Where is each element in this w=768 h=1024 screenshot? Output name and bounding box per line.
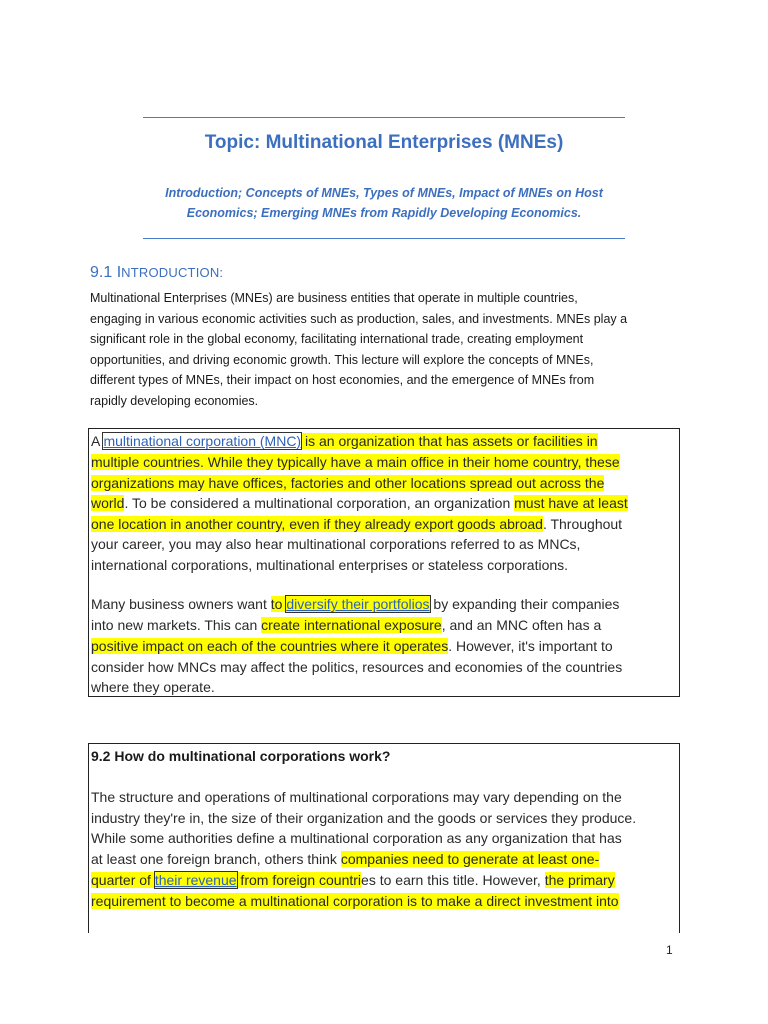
section-heading-9-1 bbox=[90, 264, 223, 282]
box-line bbox=[91, 636, 613, 657]
document-title: Topic: Multinational Enterprises (MNEs) bbox=[204, 132, 564, 153]
highlighted-text: one location in another country, even if they already export goods abroad bbox=[91, 515, 543, 532]
text-run: industry they're in, the size of their organization and the goods or services they produce. bbox=[91, 809, 637, 826]
paragraph-line: rapidly developing economies. bbox=[90, 393, 259, 408]
section-number: 9.1 bbox=[90, 264, 113, 281]
box-line bbox=[91, 828, 622, 849]
text-run: by expanding their companies bbox=[429, 596, 620, 612]
box-line bbox=[91, 594, 619, 615]
highlighted-text: world bbox=[91, 495, 125, 511]
text-run: es to earn this title. However, bbox=[361, 872, 545, 888]
box-line bbox=[91, 534, 580, 555]
box-line bbox=[91, 808, 636, 829]
highlighted-text: create international exposure bbox=[261, 617, 442, 633]
highlighted-text: quarter of bbox=[91, 872, 155, 888]
paragraph-line: opportunities, and driving economic growth. This lecture will explore the concepts of MNEs, bbox=[90, 352, 594, 367]
paragraph-line: significant role in the global economy, facilitating international trade, creating employment bbox=[90, 332, 584, 346]
intro-paragraph bbox=[90, 288, 680, 411]
text-run: While some authorities define a multinational corporation as any organization that has bbox=[91, 830, 622, 846]
highlighted-text: organizations may have offices, factories and other locations spread out across the bbox=[91, 474, 605, 491]
box-line bbox=[91, 514, 622, 535]
bottom-rule bbox=[143, 238, 625, 239]
text-run: The structure and operations of multinational corporations may vary depending on the bbox=[91, 789, 622, 805]
highlighted-text: companies need to generate at least one- bbox=[340, 850, 600, 867]
highlighted-text: positive impact on each of the countries where it operates bbox=[91, 638, 449, 654]
paragraph-line: different types of MNEs, their impact on host economies, and the emergence of MNEs from bbox=[90, 373, 595, 387]
section-heading-rest: NTRODUCTION: bbox=[121, 265, 224, 280]
section-heading-9-2: 9.2 How do multinational corporations work? bbox=[91, 748, 391, 764]
text-run: Many business owners want bbox=[91, 596, 271, 612]
subtitle-line: Introduction; Concepts of MNEs, Types of MNEs, Impact of MNEs on Host bbox=[165, 186, 603, 200]
box-line bbox=[91, 891, 619, 912]
highlighted-text: multiple countries. While they typically have a main office in their home country, these bbox=[91, 454, 620, 470]
box-line bbox=[91, 657, 622, 678]
text-run: , and an MNC often has a bbox=[441, 617, 602, 633]
page-number: 1 bbox=[666, 943, 673, 957]
paragraph-line: engaging in various economic activities such as production, sales, and investments. MNEs play a bbox=[90, 311, 628, 326]
box-line bbox=[91, 677, 215, 698]
how-mncs-work-box bbox=[88, 743, 680, 933]
text-run: international corporations, multinational enterprises or stateless corporations. bbox=[91, 556, 569, 573]
subtitle-line: Economics; Emerging MNEs from Rapidly Developing Economics. bbox=[186, 206, 582, 220]
section-heading-initial: I bbox=[116, 264, 122, 281]
box-line bbox=[91, 787, 622, 808]
highlighted-text: must have at least bbox=[514, 495, 628, 511]
text-run: . Throughout bbox=[542, 515, 623, 532]
mnc-definition-box bbox=[88, 428, 680, 697]
text-run: where they operate. bbox=[91, 679, 215, 695]
highlighted-text: is an organization that has assets or facilities in bbox=[301, 433, 598, 449]
text-run: A bbox=[91, 433, 104, 449]
text-run: . However, it's important to bbox=[448, 638, 613, 654]
paragraph-line: Multinational Enterprises (MNEs) are business entities that operate in multiple countries, bbox=[90, 291, 578, 305]
highlighted-text: requirement to become a multinational corporation is to make a direct investment into bbox=[91, 892, 619, 909]
document-subtitle bbox=[130, 183, 638, 223]
text-run: into new markets. This can bbox=[91, 617, 262, 633]
their-revenue-link[interactable]: their revenue bbox=[154, 872, 237, 888]
highlighted-text: from foreign countri bbox=[236, 872, 362, 888]
text-run: consider how MNCs may affect the politics, resources and economies of the countries bbox=[91, 659, 623, 675]
box-line bbox=[91, 555, 568, 576]
top-rule bbox=[143, 117, 625, 118]
mnc-link[interactable]: multinational corporation (MNC) bbox=[103, 433, 302, 449]
diversify-portfolios-link[interactable]: diversify their portfolios bbox=[286, 596, 430, 612]
box-line bbox=[91, 493, 628, 514]
text-run: at least one foreign branch, others think bbox=[91, 850, 341, 867]
highlighted-text: the primary bbox=[544, 872, 615, 888]
box-line bbox=[91, 452, 620, 473]
box-line bbox=[91, 849, 599, 870]
box-line bbox=[91, 615, 601, 636]
box-line bbox=[91, 473, 604, 494]
highlighted-text: to bbox=[270, 596, 287, 612]
box-line bbox=[91, 431, 598, 452]
box-line bbox=[91, 870, 615, 891]
text-run: your career, you may also hear multinational corporations referred to as MNCs, bbox=[91, 536, 581, 552]
text-run: . To be considered a multinational corporation, an organization bbox=[124, 495, 515, 511]
